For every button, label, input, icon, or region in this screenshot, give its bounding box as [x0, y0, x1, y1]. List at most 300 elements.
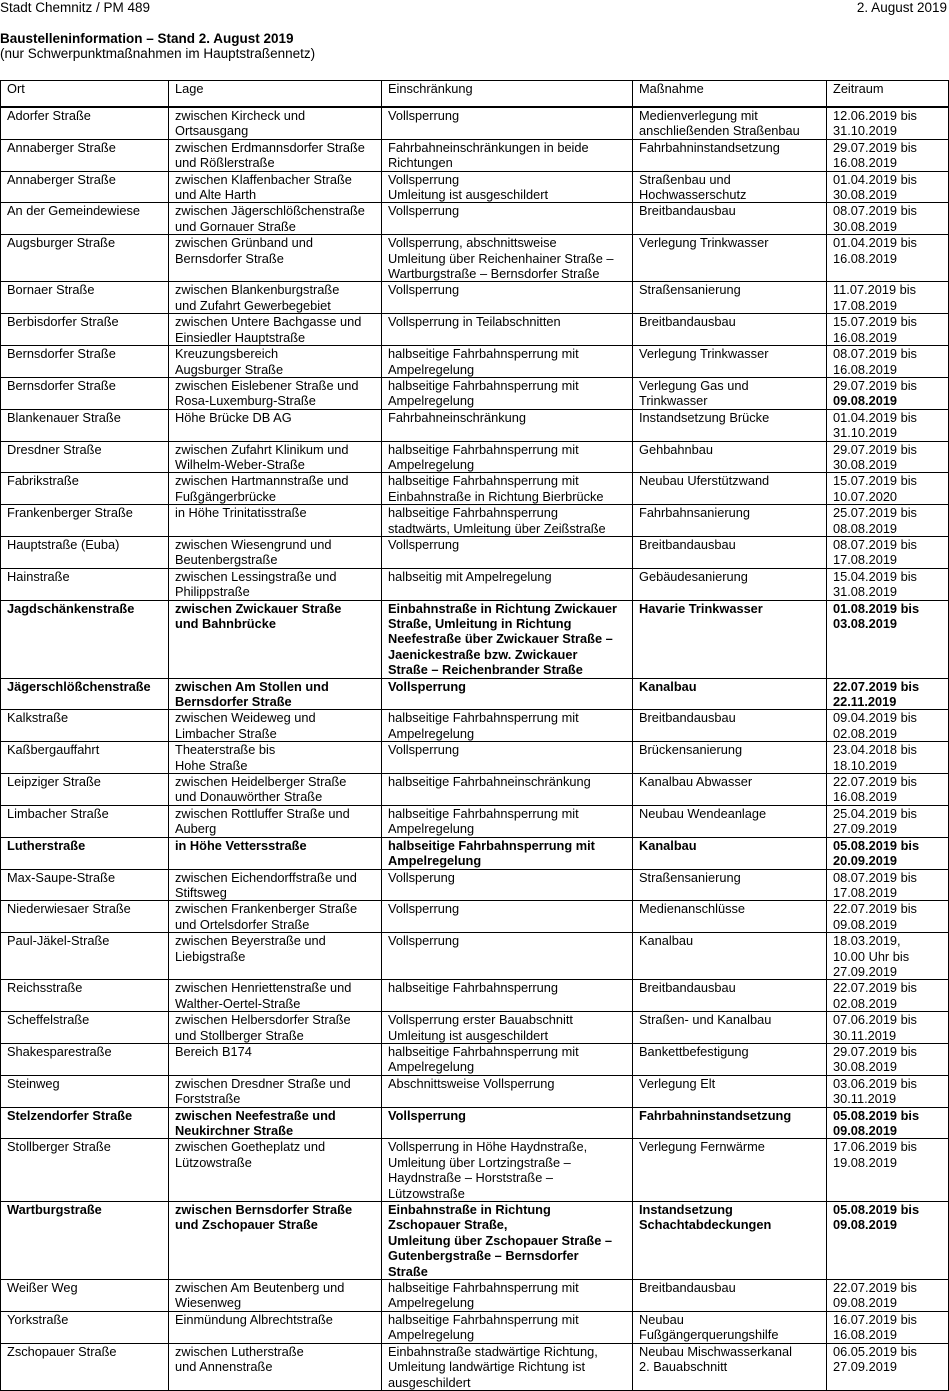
- cell-line: Haydnstraße – Horststraße –: [388, 1170, 553, 1186]
- column-header-zeitraum: Zeitraum: [827, 81, 949, 108]
- cell-ort: [1, 1107, 169, 1139]
- cell-line: in Höhe Vettersstraße: [175, 837, 307, 853]
- cell-line: Richtungen: [388, 155, 453, 171]
- cell-einschraenkung: [382, 1107, 633, 1139]
- cell-line: Steinweg: [7, 1075, 60, 1091]
- cell-zeitraum: [827, 901, 949, 933]
- cell-ort: [1, 282, 169, 314]
- cell-line: Gebäudesanierung: [639, 568, 748, 584]
- cell-line: zwischen Lessingstraße und: [175, 568, 337, 584]
- cell-line: und Stollberger Straße: [175, 1027, 304, 1043]
- cell-massnahme: [633, 933, 827, 980]
- cell-line: Straße: [388, 1263, 428, 1279]
- cell-line: Fußgängerbrücke: [175, 488, 277, 504]
- cell-line: zwischen Frankenberger Straße: [175, 901, 358, 917]
- cell-line: 01.08.2019 bis: [833, 600, 920, 616]
- cell-zeitraum: [827, 409, 949, 441]
- cell-line: Breitbandausbau: [639, 536, 736, 552]
- cell-line: Schachtabdeckungen: [639, 1217, 772, 1233]
- cell-line: 02.08.2019: [833, 725, 898, 741]
- cell-line: 30.08.2019: [833, 187, 898, 203]
- cell-massnahme: [633, 568, 827, 600]
- cell-ort: [1, 774, 169, 806]
- cell-lage: [169, 678, 382, 710]
- cell-line: Leipziger Straße: [7, 774, 101, 790]
- cell-line: Instandsetzung Brücke: [639, 409, 770, 425]
- cell-ort: [1, 107, 169, 139]
- table-row: [1, 901, 949, 933]
- cell-einschraenkung: [382, 933, 633, 980]
- cell-lage: [169, 282, 382, 314]
- cell-lage: [169, 1012, 382, 1044]
- cell-line: 19.08.2019: [833, 1154, 898, 1170]
- cell-line: 10.00 Uhr bis: [833, 948, 910, 964]
- column-header-massnahme: Maßnahme: [633, 81, 827, 108]
- table-row: [1, 107, 949, 139]
- cell-line: Zschopauer Straße: [7, 1343, 117, 1359]
- cell-line: Shakesparestraße: [7, 1043, 112, 1059]
- cell-lage: [169, 1075, 382, 1107]
- cell-line: 16.08.2019: [833, 329, 898, 345]
- cell-line: Jagdschänkenstraße: [7, 600, 135, 616]
- cell-line: Breitbandausbau: [639, 203, 736, 219]
- cell-line: Hauptstraße (Euba): [7, 536, 120, 552]
- cell-line: Kaßbergauffahrt: [7, 742, 100, 758]
- cell-line: Umleitung ist ausgeschildert: [388, 187, 549, 203]
- cell-line: Vollsperrung: [388, 203, 460, 219]
- cell-massnahme: [633, 1012, 827, 1044]
- cell-line: zwischen Bernsdorfer Straße: [175, 1202, 353, 1218]
- cell-line: Niederwiesaer Straße: [7, 901, 131, 917]
- cell-line: 03.06.2019 bis: [833, 1075, 917, 1091]
- cell-massnahme: [633, 710, 827, 742]
- cell-lage: [169, 980, 382, 1012]
- table-row: [1, 933, 949, 980]
- table-header-row: [1, 81, 949, 108]
- cell-line: 25.07.2019 bis: [833, 505, 917, 521]
- cell-line: Vollsperrung: [388, 1107, 466, 1123]
- cell-lage: [169, 1107, 382, 1139]
- cell-line: Verlegung Fernwärme: [639, 1139, 765, 1155]
- cell-massnahme: [633, 441, 827, 473]
- cell-line: Verlegung Gas und: [639, 377, 749, 393]
- cell-line: 17.08.2019: [833, 552, 898, 568]
- cell-line: Annaberger Straße: [7, 139, 116, 155]
- cell-einschraenkung: [382, 742, 633, 774]
- cell-massnahme: [633, 1043, 827, 1075]
- cell-line: 25.04.2019 bis: [833, 805, 917, 821]
- cell-einschraenkung: [382, 568, 633, 600]
- table-row: [1, 377, 949, 409]
- table-row: [1, 600, 949, 678]
- table-row: [1, 1311, 949, 1343]
- cell-line: Ampelregelung: [388, 361, 475, 377]
- cell-einschraenkung: [382, 1043, 633, 1075]
- cell-ort: [1, 1139, 169, 1202]
- cell-line: 05.08.2019 bis: [833, 1107, 920, 1123]
- cell-line: Bernsdorfer Straße: [175, 694, 292, 710]
- table-row: [1, 980, 949, 1012]
- cell-line: halbseitige Fahrbahnsperrung: [388, 980, 559, 996]
- cell-line: halbseitige Fahrbahnsperrung mit: [388, 710, 579, 726]
- table-row: [1, 869, 949, 901]
- cell-line: Stollberger Straße: [7, 1139, 111, 1155]
- cell-line: Bernsdorfer Straße: [7, 346, 116, 362]
- table-row: [1, 774, 949, 806]
- cell-lage: [169, 505, 382, 537]
- cell-einschraenkung: [382, 710, 633, 742]
- cell-line: zwischen Heidelberger Straße: [175, 774, 347, 790]
- cell-line: Umleitung landwärtige Richtung ist: [388, 1359, 586, 1375]
- cell-line: Augsburger Straße: [175, 361, 284, 377]
- cell-ort: [1, 505, 169, 537]
- cell-line: 22.07.2019 bis: [833, 980, 917, 996]
- cell-line: Jaenickestraße bzw. Zwickauer: [388, 646, 578, 662]
- cell-line: 23.04.2018 bis: [833, 742, 917, 758]
- cell-line: Kanalbau: [639, 678, 697, 694]
- cell-line: und Alte Harth: [175, 187, 257, 203]
- cell-massnahme: [633, 377, 827, 409]
- cell-line: zwischen Dresdner Straße und: [175, 1075, 351, 1091]
- cell-lage: [169, 837, 382, 869]
- cell-lage: [169, 1280, 382, 1312]
- cell-line: Forststraße: [175, 1091, 241, 1107]
- cell-line: 07.06.2019 bis: [833, 1012, 917, 1028]
- cell-line: 30.08.2019: [833, 1059, 898, 1075]
- cell-massnahme: [633, 203, 827, 235]
- cell-line: 05.08.2019 bis: [833, 837, 920, 853]
- cell-line: Vollsperung: [388, 869, 455, 885]
- table-row: [1, 1075, 949, 1107]
- cell-ort: [1, 139, 169, 171]
- cell-line: Straßen- und Kanalbau: [639, 1012, 772, 1028]
- cell-line: Paul-Jäkel-Straße: [7, 933, 110, 949]
- cell-massnahme: [633, 742, 827, 774]
- cell-line: Breitbandausbau: [639, 710, 736, 726]
- cell-massnahme: [633, 869, 827, 901]
- cell-massnahme: [633, 171, 827, 203]
- cell-ort: [1, 171, 169, 203]
- cell-massnahme: [633, 473, 827, 505]
- table-row: [1, 742, 949, 774]
- cell-einschraenkung: [382, 346, 633, 378]
- cell-line: Kanalbau: [639, 933, 694, 949]
- cell-lage: [169, 473, 382, 505]
- cell-line: 08.07.2019 bis: [833, 869, 917, 885]
- cell-lage: [169, 203, 382, 235]
- cell-line: Einmündung Albrechtstraße: [175, 1311, 333, 1327]
- cell-line: Abschnittsweise Vollsperrung: [388, 1075, 555, 1091]
- cell-line: An der Gemeindewiese: [7, 203, 141, 219]
- table-row: [1, 139, 949, 171]
- cell-line: Hohe Straße: [175, 757, 248, 773]
- cell-line: 11.07.2019 bis: [833, 282, 917, 298]
- cell-line: zwischen Klaffenbacher Straße: [175, 171, 352, 187]
- cell-line: Einbahnstraße in Richtung: [388, 1202, 551, 1218]
- cell-line: 30.11.2019: [833, 1027, 897, 1043]
- cell-line: anschließenden Straßenbau: [639, 123, 800, 139]
- cell-line: ausgeschildert: [388, 1374, 471, 1390]
- cell-massnahme: [633, 107, 827, 139]
- cell-line: 17.08.2019: [833, 884, 898, 900]
- cell-line: 30.11.2019: [833, 1091, 897, 1107]
- cell-line: Ampelregelung: [388, 853, 482, 869]
- cell-einschraenkung: [382, 837, 633, 869]
- cell-ort: [1, 869, 169, 901]
- cell-lage: [169, 377, 382, 409]
- cell-line: Vollsperrung: [388, 742, 460, 758]
- cell-line: Straße, Umleitung in Richtung: [388, 616, 572, 631]
- cell-line: Hochwasserschutz: [639, 187, 747, 203]
- cell-line: Breitbandausbau: [639, 314, 736, 330]
- construction-table: [0, 80, 949, 1391]
- cell-line: 27.09.2019: [833, 821, 898, 837]
- cell-line: 09.08.2019: [833, 393, 898, 409]
- cell-line: 16.08.2019: [833, 155, 898, 171]
- cell-zeitraum: [827, 536, 949, 568]
- cell-line: 16.08.2019: [833, 250, 898, 266]
- cell-line: zwischen Weideweg und: [175, 710, 316, 726]
- cell-ort: [1, 473, 169, 505]
- cell-line: Vollsperrung: [388, 108, 460, 123]
- cell-ort: [1, 1343, 169, 1390]
- cell-line: Bernsdorfer Straße: [7, 377, 116, 393]
- cell-zeitraum: [827, 1202, 949, 1280]
- cell-line: Havarie Trinkwasser: [639, 600, 763, 616]
- cell-massnahme: [633, 774, 827, 806]
- cell-line: Bernsdorfer Straße: [175, 250, 284, 266]
- cell-lage: [169, 933, 382, 980]
- column-header-lage: Lage: [169, 81, 382, 108]
- cell-line: 17.08.2019: [833, 297, 898, 313]
- cell-massnahme: [633, 1280, 827, 1312]
- cell-lage: [169, 600, 382, 678]
- cell-zeitraum: [827, 1075, 949, 1107]
- cell-zeitraum: [827, 314, 949, 346]
- cell-einschraenkung: [382, 980, 633, 1012]
- cell-line: zwischen Untere Bachgasse und: [175, 314, 362, 330]
- cell-zeitraum: [827, 1311, 949, 1343]
- cell-line: zwischen Zufahrt Klinikum und: [175, 441, 349, 457]
- table-row: [1, 1012, 949, 1044]
- cell-einschraenkung: [382, 1343, 633, 1390]
- cell-line: 01.04.2019 bis: [833, 235, 917, 251]
- cell-line: Ampelregelung: [388, 456, 475, 472]
- cell-line: Ampelregelung: [388, 725, 475, 741]
- cell-line: Ampelregelung: [388, 1327, 475, 1343]
- cell-lage: [169, 441, 382, 473]
- cell-line: halbseitige Fahrbahnsperrung mit: [388, 473, 579, 489]
- cell-line: Zschopauer Straße,: [388, 1217, 508, 1233]
- cell-zeitraum: [827, 710, 949, 742]
- cell-einschraenkung: [382, 171, 633, 203]
- cell-line: Neubau: [639, 1311, 684, 1327]
- cell-line: zwischen Wiesengrund und: [175, 536, 332, 552]
- cell-line: 18.10.2019: [833, 757, 898, 773]
- cell-zeitraum: [827, 933, 949, 980]
- cell-line: Vollsperrung: [388, 901, 460, 917]
- cell-lage: [169, 409, 382, 441]
- cell-line: Straßensanierung: [639, 869, 741, 885]
- cell-line: Augsburger Straße: [7, 235, 116, 251]
- cell-line: und Donauwörther Straße: [175, 789, 323, 805]
- table-row: [1, 409, 949, 441]
- cell-line: 08.07.2019 bis: [833, 346, 917, 362]
- cell-massnahme: [633, 282, 827, 314]
- cell-line: Neefestraße über Zwickauer Straße –: [388, 631, 613, 647]
- cell-lage: [169, 568, 382, 600]
- cell-einschraenkung: [382, 139, 633, 171]
- cell-zeitraum: [827, 1343, 949, 1390]
- cell-line: Lutherstraße: [7, 837, 86, 853]
- cell-line: zwischen Henriettenstraße und: [175, 980, 352, 996]
- cell-ort: [1, 600, 169, 678]
- cell-lage: [169, 774, 382, 806]
- cell-massnahme: [633, 1139, 827, 1202]
- cell-line: Berbisdorfer Straße: [7, 314, 119, 330]
- cell-line: zwischen Neefestraße und: [175, 1107, 336, 1123]
- cell-line: 12.06.2019 bis: [833, 108, 917, 123]
- cell-line: in Höhe Trinitatisstraße: [175, 505, 307, 521]
- cell-lage: [169, 1311, 382, 1343]
- table-row: [1, 1280, 949, 1312]
- cell-line: 29.07.2019 bis: [833, 377, 917, 393]
- cell-line: Ampelregelung: [388, 821, 475, 837]
- cell-line: Einbahnstraße stadwärtige Richtung,: [388, 1343, 598, 1359]
- cell-massnahme: [633, 235, 827, 282]
- cell-line: und Rößlerstraße: [175, 155, 275, 171]
- cell-line: halbseitige Fahrbahnsperrung: [388, 505, 559, 521]
- cell-zeitraum: [827, 600, 949, 678]
- cell-einschraenkung: [382, 441, 633, 473]
- table-row: [1, 1343, 949, 1390]
- cell-ort: [1, 1043, 169, 1075]
- cell-line: 16.07.2019 bis: [833, 1311, 917, 1327]
- cell-line: Vollsperrung: [388, 171, 460, 187]
- cell-ort: [1, 1012, 169, 1044]
- cell-line: Adorfer Straße: [7, 108, 91, 123]
- cell-line: Reichsstraße: [7, 980, 83, 996]
- header-left: Stadt Chemnitz / PM 489: [0, 0, 151, 15]
- table-row: [1, 536, 949, 568]
- page-subtitle: (nur Schwerpunktmaßnahmen im Hauptstraßennetz): [0, 46, 316, 61]
- cell-line: 10.07.2020: [833, 488, 898, 504]
- cell-line: Vollsperrung erster Bauabschnitt: [388, 1012, 573, 1028]
- cell-zeitraum: [827, 1107, 949, 1139]
- cell-einschraenkung: [382, 203, 633, 235]
- cell-massnahme: [633, 901, 827, 933]
- cell-ort: [1, 1075, 169, 1107]
- cell-massnahme: [633, 600, 827, 678]
- cell-line: Einsiedler Hauptstraße: [175, 329, 306, 345]
- cell-ort: [1, 980, 169, 1012]
- table-row: [1, 282, 949, 314]
- cell-line: Umleitung ist ausgeschildert: [388, 1027, 549, 1043]
- cell-zeitraum: [827, 774, 949, 806]
- cell-einschraenkung: [382, 678, 633, 710]
- cell-einschraenkung: [382, 107, 633, 139]
- cell-line: Verlegung Elt: [639, 1075, 716, 1091]
- cell-lage: [169, 536, 382, 568]
- cell-line: Rosa-Luxemburg-Straße: [175, 393, 316, 409]
- cell-line: 09.08.2019: [833, 1295, 898, 1311]
- cell-line: 08.07.2019 bis: [833, 203, 917, 219]
- table-row: [1, 678, 949, 710]
- cell-line: und Zschopauer Straße: [175, 1217, 318, 1233]
- cell-massnahme: [633, 980, 827, 1012]
- cell-line: 08.07.2019 bis: [833, 536, 917, 552]
- cell-line: Theaterstraße bis: [175, 742, 276, 758]
- cell-line: 15.07.2019 bis: [833, 314, 917, 330]
- table-row: [1, 1139, 949, 1202]
- cell-lage: [169, 742, 382, 774]
- cell-line: Medienverlegung mit: [639, 108, 758, 123]
- cell-line: Scheffelstraße: [7, 1012, 90, 1028]
- cell-line: Gehbahnbau: [639, 441, 714, 457]
- cell-line: 08.08.2019: [833, 520, 898, 536]
- cell-line: 31.10.2019: [833, 425, 898, 441]
- cell-zeitraum: [827, 346, 949, 378]
- cell-line: stadtwärts, Umleitung über Zeißstraße: [388, 520, 606, 536]
- cell-einschraenkung: [382, 409, 633, 441]
- cell-zeitraum: [827, 1043, 949, 1075]
- table-row: [1, 346, 949, 378]
- cell-line: Vollsperrung, abschnittsweise: [388, 235, 557, 251]
- page-title: Baustelleninformation – Stand 2. August 2019: [0, 31, 294, 46]
- cell-line: Einbahnstraße in Richtung Bierbrücke: [388, 488, 604, 504]
- cell-einschraenkung: [382, 1311, 633, 1343]
- cell-ort: [1, 933, 169, 980]
- cell-massnahme: [633, 1202, 827, 1280]
- table-row: [1, 171, 949, 203]
- cell-zeitraum: [827, 837, 949, 869]
- cell-massnahme: [633, 139, 827, 171]
- cell-line: 30.08.2019: [833, 456, 898, 472]
- cell-line: Bereich B174: [175, 1043, 252, 1059]
- cell-ort: [1, 710, 169, 742]
- cell-line: Kanalbau Abwasser: [639, 774, 753, 790]
- cell-line: und Bahnbrücke: [175, 616, 276, 631]
- cell-line: Vollsperrung: [388, 282, 460, 298]
- cell-line: Umleitung über Lortzingstraße –: [388, 1154, 571, 1170]
- cell-einschraenkung: [382, 282, 633, 314]
- cell-line: halbseitige Fahrbahnsperrung mit: [388, 346, 579, 362]
- cell-lage: [169, 901, 382, 933]
- cell-massnahme: [633, 678, 827, 710]
- cell-line: Liebigstraße: [175, 948, 246, 964]
- cell-line: Verlegung Trinkwasser: [639, 235, 769, 251]
- column-header-ort: Ort: [1, 81, 169, 108]
- cell-line: 20.09.2019: [833, 853, 898, 869]
- cell-ort: [1, 1202, 169, 1280]
- cell-line: Limbacher Straße: [175, 725, 277, 741]
- cell-ort: [1, 678, 169, 710]
- table-row: [1, 1043, 949, 1075]
- cell-line: Einbahnstraße in Richtung Zwickauer: [388, 600, 617, 616]
- cell-line: Vollsperrung in Höhe Haydnstraße,: [388, 1139, 588, 1155]
- column-header-einschraenkung: Einschränkung: [382, 81, 633, 108]
- cell-line: Straße – Reichenbrander Straße: [388, 662, 583, 678]
- cell-line: Straßenbau und: [639, 171, 731, 187]
- cell-einschraenkung: [382, 536, 633, 568]
- cell-zeitraum: [827, 235, 949, 282]
- cell-line: Neubau Mischwasserkanal: [639, 1343, 792, 1359]
- cell-line: Wilhelm-Weber-Straße: [175, 456, 305, 472]
- cell-line: Stelzendorfer Straße: [7, 1107, 133, 1123]
- cell-zeitraum: [827, 678, 949, 710]
- cell-line: 27.09.2019: [833, 963, 898, 979]
- cell-massnahme: [633, 314, 827, 346]
